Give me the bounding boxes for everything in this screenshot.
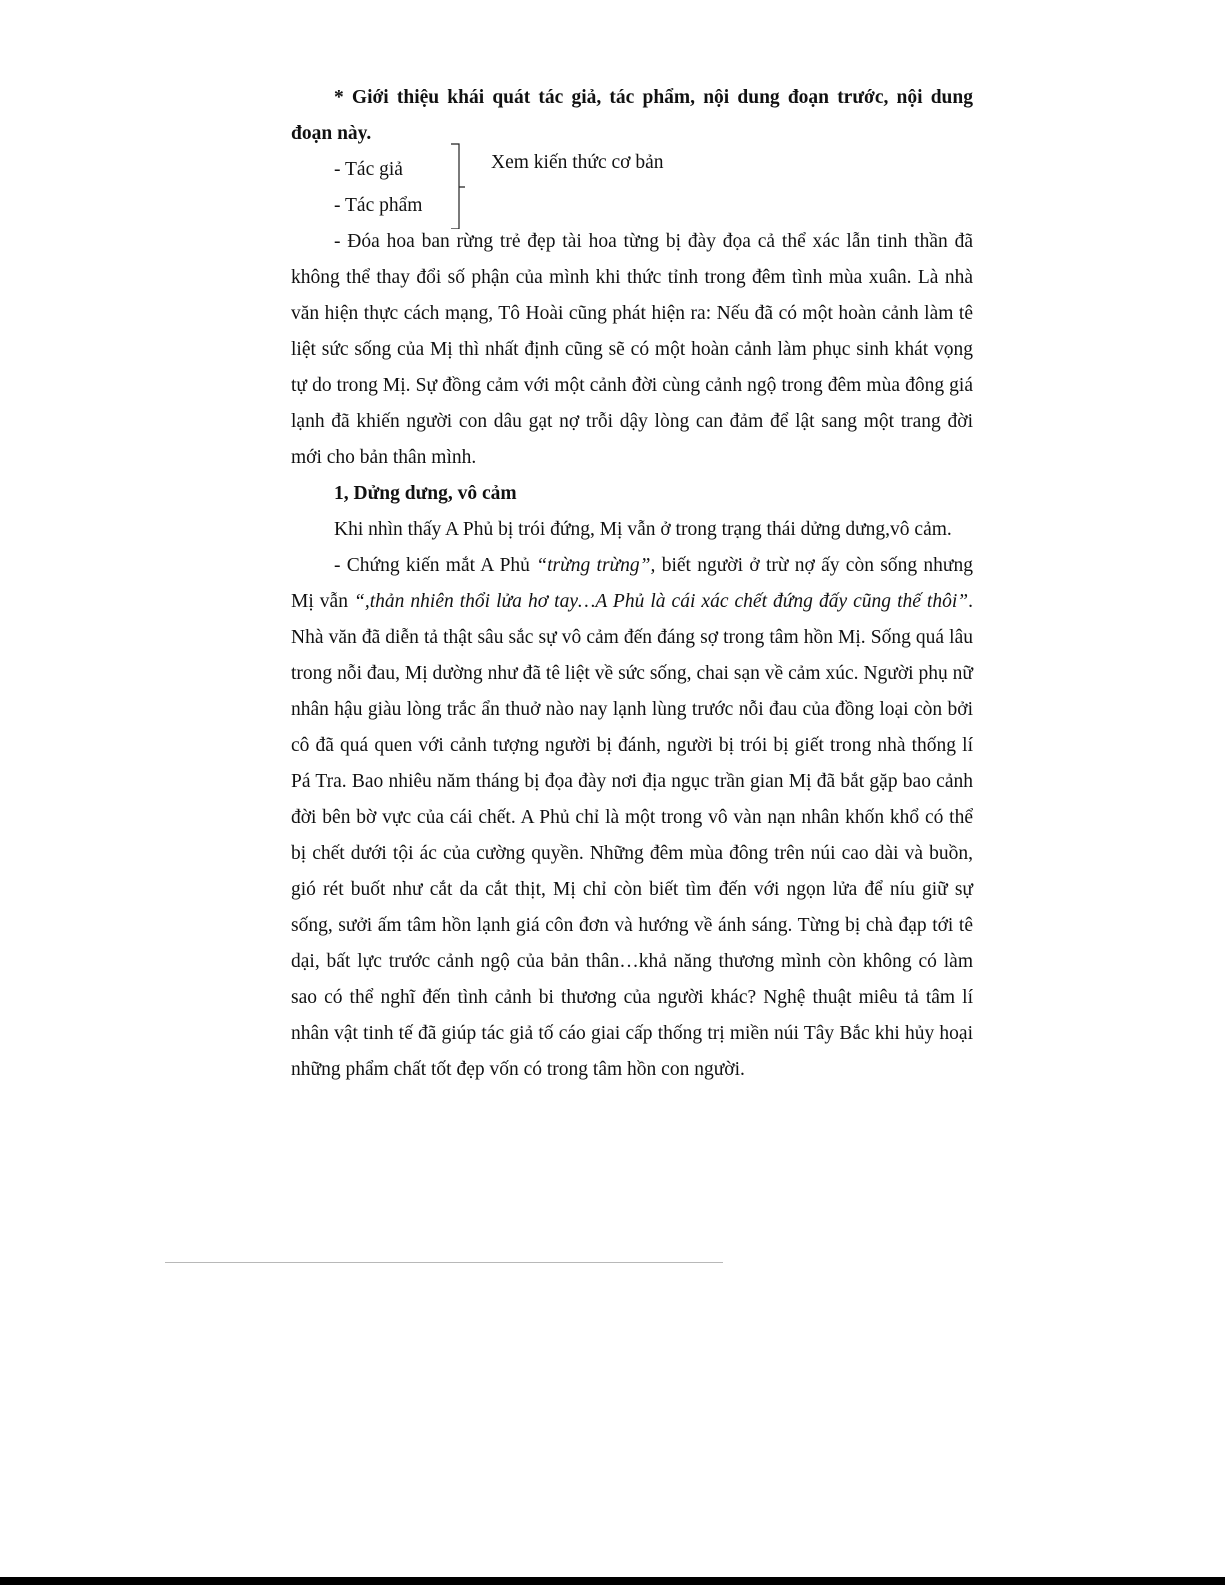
intro-heading: * Giới thiệu khái quát tác giả, tác phẩm, nội dung đoạn trước, nội dung đoạn này. bbox=[291, 87, 973, 144]
main-paragraph-part2: biết người ở trừ nợ ấy còn sống nhưng Mị vẫn bbox=[291, 555, 973, 612]
page-bottom-bar bbox=[0, 1577, 1225, 1585]
document-body bbox=[291, 80, 973, 1088]
brace-bracket bbox=[450, 143, 466, 229]
section-heading: 1, Dửng dưng, vô cảm bbox=[334, 483, 517, 504]
quote-trung-trung: “trừng trừng”, bbox=[536, 555, 656, 576]
main-paragraph-part1: - Chứng kiến mắt A Phủ bbox=[334, 555, 537, 576]
section-intro: Khi nhìn thấy A Phủ bị trói đứng, Mị vẫn ở trong trạng thái dửng dưng,vô cảm. bbox=[334, 519, 952, 540]
intro-paragraph: - Đóa hoa ban rừng trẻ đẹp tài hoa từng bị đày đọa cả thể xác lẫn tinh thần đã không thể thay đổi số phận của mình khi thức tỉnh trong đêm tình mùa xuân. Là nhà văn hiện thực cách mạng, Tô Hoài cũng phát hiện ra: Nếu đã có một hoàn cảnh làm tê liệt sức sống của Mị thì nhất định cũng sẽ có một hoàn cảnh làm phục sinh khát vọng tự do trong Mị. Sự đồng cảm với một cảnh đời cùng cảnh ngộ trong đêm mùa đông giá lạnh đã khiến người con dâu gạt nợ trỗi dậy lòng can đảm để lật sang một trang đời mới cho bản thân mình. bbox=[291, 231, 973, 468]
main-paragraph bbox=[291, 548, 973, 1088]
list-item-label: - Tác giả bbox=[334, 159, 403, 180]
list-item-label: - Tác phẩm bbox=[334, 195, 423, 216]
main-paragraph-part3: . Nhà văn đã diễn tả thật sâu sắc sự vô cảm đến đáng sợ trong tâm hồn Mị. Sống quá lâu trong nỗi đau, Mị dường như đã tê liệt về sức sống, chai sạn về cảm xúc. Người phụ nữ nhân hậu giàu lòng trắc ẩn thuở nào nay lạnh lùng trước nỗi đau của đồng loại còn bởi cô đã quá quen với cảnh tượng người bị đánh, người bị trói bị giết trong nhà thống lí Pá Tra. Bao nhiêu năm tháng bị đọa đày nơi địa ngục trần gian Mị đã bắt gặp bao cảnh đời bên bờ vực của cái chết. A Phủ chỉ là một trong vô vàn nạn nhân khốn khổ có thể bị chết dưới tội ác của cường quyền. Những đêm mùa đông trên núi cao dài và buồn, gió rét buốt như cắt da cắt thịt, Mị chỉ còn biết tìm đến với ngọn lửa để níu giữ sự sống, sưởi ấm tâm hồn lạnh giá côn đơn và hướng về ánh sáng. Từng bị chà đạp tới tê dại, bất lực trước cảnh ngộ của bản thân…khả năng thương mình còn không có làm sao có thể nghĩ đến tình cảnh bi thương của người khác? Nghệ thuật miêu tả tâm lí nhân vật tinh tế đã giúp tác giả tố cáo giai cấp thống trị miền núi Tây Bắc khi hủy hoại những phẩm chất tốt đẹp vốn có trong tâm hồn con người. bbox=[291, 591, 973, 1080]
footnote-separator bbox=[165, 1262, 723, 1263]
quote-thoi-lua: “,thản nhiên thổi lửa hơ tay…A Phủ là cái xác chết đứng đấy cũng thế thôi” bbox=[353, 591, 969, 612]
bracket-note: Xem kiến thức cơ bản bbox=[491, 152, 664, 173]
list-item-work bbox=[291, 188, 973, 224]
